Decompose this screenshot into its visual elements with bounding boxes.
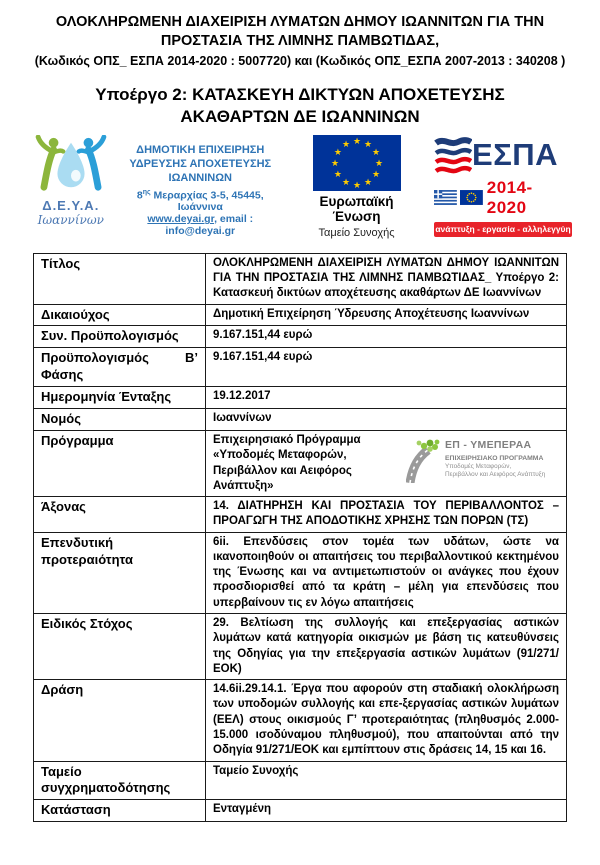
row-label: Νομός <box>34 409 206 431</box>
deya-org-line1: ΔΗΜΟΤΙΚΗ ΕΠΙΧΕΙΡΗΣΗ <box>136 143 265 156</box>
deya-org-line2: ΥΔΡΕΥΣΗΣ ΑΠΟΧΕΤΕΥΣΗΣ <box>129 158 272 171</box>
row-label <box>34 348 206 387</box>
espa-logo <box>434 135 572 237</box>
svg-text:★: ★ <box>333 169 342 180</box>
svg-text:★: ★ <box>363 139 372 150</box>
row-label: Ταμείο συγχρηματοδότησης <box>34 761 206 800</box>
ymeperaa-line3: Υποδομές Μεταφορών, <box>445 462 512 470</box>
subproject-title: Υποέργο 2: ΚΑΤΑΣΚΕΥΗ ΔΙΚΤΥΩΝ ΑΠΟΧΕΤΕΥΣΗΣ ΑΚΑΘΑΡΤΩΝ ΔΕ ΙΩΑΝΝΙΝΩΝ <box>95 85 505 126</box>
deya-email-text: , email : info@deyai.gr <box>165 213 254 238</box>
row-label: Τίτλος <box>34 253 206 304</box>
row-value: 14. ΔΙΑΤΗΡΗΣΗ ΚΑΙ ΠΡΟΣΤΑΣΙΑ ΤΟΥ ΠΕΡΙΒΑΛΛΟΝΤΟΣ – ΠΡΟΑΓΩΓΗ ΤΗΣ ΑΠΟΔΟΤΙΚΗΣ ΧΡΗΣΗΣ ΤΩΝ ΠΟΡΩΝ (ΤΣ) <box>206 497 567 533</box>
row-label-part3: Φάσης <box>41 367 84 383</box>
row-label: Δράση <box>34 680 206 761</box>
row-value: 29. Βελτίωση της συλλογής και επεξεργασίας αστικών λυμάτων κατά κατηγορία οικισμών με βάση τις κατευθύνσεις της Οδηγίας για την επεξεργασία αστικών λυμάτων (91/271/ΕΟΚ) <box>206 614 567 680</box>
svg-text:★: ★ <box>371 169 380 180</box>
svg-text:★: ★ <box>352 136 361 147</box>
row-label: Άξονας <box>34 497 206 533</box>
table-row-titlos <box>34 253 567 304</box>
deya-text-block <box>118 135 283 237</box>
table-row-eidikos-stoxos <box>34 614 567 680</box>
row-label: Επενδυτική προτεραιότητα <box>34 532 206 613</box>
project-title-line1: ΟΛΟΚΛΗΡΩΜΕΝΗ ΔΙΑΧΕΙΡΙΣΗ ΛΥΜΑΤΩΝ ΔΗΜΟΥ ΙΩΑΝΝΙΤΩΝ ΓΙΑ ΤΗΝ <box>55 14 545 30</box>
deya-address <box>118 189 283 214</box>
table-row-ependytiki-proteraiotita <box>34 532 567 613</box>
table-row-programma <box>34 430 567 496</box>
row-label-part1: Προϋπολογισμός <box>41 350 149 366</box>
table-row-syn-proypologismos <box>34 326 567 348</box>
deya-website-link[interactable]: www.deyai.gr <box>147 213 215 226</box>
table-row-nomos <box>34 409 567 431</box>
table-row-aksonas <box>34 497 567 533</box>
ymeperaa-logo <box>406 433 545 494</box>
row-label: Δικαιούχος <box>34 304 206 326</box>
svg-text:★: ★ <box>330 158 339 169</box>
ymeperaa-line4: Περιβάλλον και Αειφόρος Ανάπτυξη <box>445 470 546 478</box>
svg-text:★: ★ <box>363 177 372 188</box>
svg-text:★: ★ <box>341 139 350 150</box>
table-row-imerominia-entaksis <box>34 387 567 409</box>
row-value: 14.6ii.29.14.1. Έργα που αφορούν στη σταδιακή ολοκλήρωση των υποδομών συλλογής και επε-ξεργασίας αστικών λυμάτων (ΕΕΛ) στους οικισμούς Γ’ προτεραιότητας (πληθυσμός 2.000-15.000 ισοδύναμου πληθυσμού), που απαιτούνται από την Οδηγία 91/271/ΕΟΚ και εμπίπτουν στις δράσεις 14, 15 και 16. <box>206 680 567 761</box>
deya-org-line3: ΙΩΑΝΝΙΝΩΝ <box>168 172 233 185</box>
row-value: ΟΛΟΚΛΗΡΩΜΕΝΗ ΔΙΑΧΕΙΡΙΣΗ ΛΥΜΑΤΩΝ ΔΗΜΟΥ ΙΩΑΝΝΙΤΩΝ ΓΙΑ ΤΗΝ ΠΡΟΣΤΑΣΙΑ ΤΗΣ ΛΙΜΝΗΣ ΠΑΜΒΩΤΙΔΑΣ_ Υποέργο 2: Κατασκευή δικτύων αποχέτευσης ακαθάρτων ΔΕ Ιωαννίνων <box>206 253 567 304</box>
document-header <box>0 0 600 127</box>
ymeperaa-title: ΕΠ - ΥΜΕΠΕΡΑΑ <box>445 438 532 451</box>
row-label-part2: Β’ <box>185 350 198 366</box>
table-row-proypologismos-b-fasis <box>34 348 567 387</box>
project-codes: (Κωδικός ΟΠΣ_ ΕΣΠΑ 2014-2020 : 5007720) και (Κωδικός ΟΠΣ_ΕΣΠΑ 2007-2013 : 340208 ) <box>34 54 566 69</box>
svg-text:★: ★ <box>374 158 383 169</box>
deya-contact-line <box>118 213 283 237</box>
program-text: Επιχειρησιακό Πρόγραμμα «Υποδομές Μεταφορών, Περιβάλλον και Αειφόρος Ανάπτυξη» <box>213 433 361 492</box>
espa-wordmark: ΕΣΠΑ <box>472 137 559 173</box>
deya-address-number: 8 <box>136 189 143 202</box>
eu-name: Ευρωπαϊκή Ένωση <box>319 193 394 224</box>
table-row-tameio-sygxrimatodotisis <box>34 761 567 800</box>
row-label: Πρόγραμμα <box>34 430 206 496</box>
row-value: 9.167.151,44 ευρώ <box>206 326 567 348</box>
row-value: Δημοτική Επιχείρηση Ύδρευσης Αποχέτευσης Ιωαννίνων <box>206 304 567 326</box>
table-row-katastasi <box>34 800 567 822</box>
row-value: 19.12.2017 <box>206 387 567 409</box>
row-value: 6ii. Επενδύσεις στον τομέα των υδάτων, ώστε να ικανοποιηθούν οι απαιτήσεις του περιβαλλοντικού κεκτημένου της Ένωσης και να αντιμετωπιστούν οι ανάγκες που έχουν προσδιορισθεί από τα κράτη – μέλη για επενδύσεις που υπερβαίνουν τις εν λόγω απαιτήσεις <box>206 532 567 613</box>
deya-city: Ιωαννίνων <box>37 212 104 227</box>
project-title-line2: ΠΡΟΣΤΑΣΙΑ ΤΗΣ ΛΙΜΝΗΣ ΠΑΜΒΩΤΙΔΑΣ, <box>160 33 440 50</box>
row-label: Ημερομηνία Ένταξης <box>34 387 206 409</box>
svg-text:★: ★ <box>341 177 350 188</box>
deya-address-rest: Μεραρχίας 3-5, 45445, Ιωάννινα <box>150 189 264 214</box>
ymeperaa-subtitle: ΕΠΙΧΕΙΡΗΣΙΑΚΟ ΠΡΟΓΡΑΜΜΑ <box>445 454 544 462</box>
deya-logo <box>28 135 114 227</box>
svg-text:★: ★ <box>352 180 361 191</box>
row-value: Ταμείο Συνοχής <box>206 761 567 800</box>
deya-figures-drop-icon <box>30 135 112 195</box>
greek-flag-icon <box>434 190 457 205</box>
deya-acronym: Δ.Ε.Υ.Α. <box>42 197 100 213</box>
row-label: Συν. Προϋπολογισμός <box>34 326 206 348</box>
eu-mini-flag-icon <box>460 190 483 205</box>
project-info-table <box>33 253 567 822</box>
espa-waves-icon <box>434 135 472 175</box>
row-label: Κατάσταση <box>34 800 206 822</box>
espa-period: 2014-2020 <box>486 177 533 217</box>
svg-text:★: ★ <box>333 147 342 158</box>
ymeperaa-road-tree-icon <box>406 439 440 483</box>
espa-motto-banner: ανάπτυξη - εργασία - αλληλεγγύη <box>434 222 572 237</box>
logos-row <box>0 135 600 237</box>
eu-fund: Ταμείο Συνοχής <box>318 226 395 239</box>
eu-flag-icon <box>313 135 401 191</box>
deya-address-sup: ης <box>142 188 151 196</box>
table-row-drasi <box>34 680 567 761</box>
row-value: 9.167.151,44 ευρώ <box>206 348 567 387</box>
row-value: Ενταγμένη <box>206 800 567 822</box>
row-value: Ιωαννίνων <box>206 409 567 431</box>
svg-text:★: ★ <box>371 147 380 158</box>
eu-block <box>297 135 416 239</box>
table-row-dikaiouxos <box>34 304 567 326</box>
row-value <box>206 430 567 496</box>
row-label: Ειδικός Στόχος <box>34 614 206 680</box>
